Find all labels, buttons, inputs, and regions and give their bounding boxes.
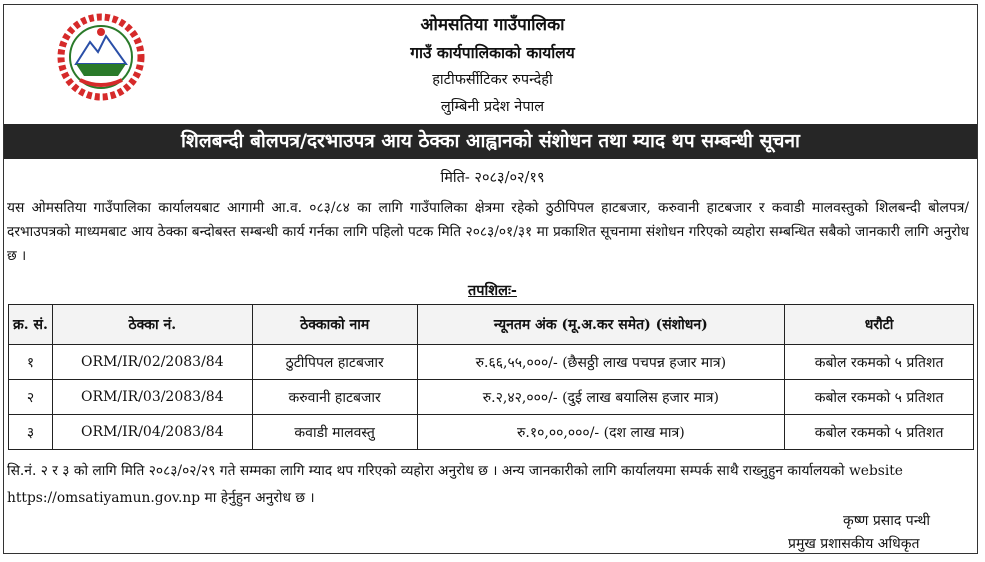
details-heading-text: तपशिलः- [468, 282, 517, 299]
address-line-2: लुम्बिनी प्रदेश नेपाल [440, 99, 545, 115]
cell-contract-name: ठुटीपिपल हाटबजार [252, 345, 417, 380]
footer-note: सि.नं. २ र ३ को लागि मिति २०८३/०२/२९ गते सम्मका लागि म्याद थप गरिएको व्यहोरा अनुरोध छ । अन्य जानकारीको लागि कार्यालयमा सम्पर्क साथै राख्नुहुन कार्यालयको website https://omsatiyamun.gov.np मा हेर्नुहुन अनुरोध छ । [7, 463, 903, 506]
table-row [9, 415, 974, 450]
cell-minimum-amount: रु.२,४२,०००/- (दुई लाख बयालिस हजार मात्र) [417, 380, 785, 415]
cell-serial: २ [9, 380, 53, 415]
cell-contract-no: ORM/IR/04/2083/84 [52, 415, 252, 450]
cell-contract-name: करुवानी हाटबजार [252, 380, 417, 415]
signatory-title: प्रमुख प्रशासकीय अधिकृत [788, 536, 920, 552]
cell-minimum-amount: रु.६६,५५,०००/- (छैसठ्ठी लाख पचपन्न हजार मात्र) [417, 345, 785, 380]
details-heading [0, 280, 985, 300]
cell-deposit: कबोल रकमको ५ प्रतिशत [785, 380, 974, 415]
signatory-name: कृष्ण प्रसाद पन्थी [843, 513, 931, 529]
cell-deposit: कबोल रकमको ५ प्रतिशत [785, 345, 974, 380]
header-contract-name: ठेक्काको नाम [252, 305, 417, 345]
cell-deposit: कबोल रकमको ५ प्रतिशत [785, 415, 974, 450]
cell-minimum-amount: रु.१०,००,०००/- (दश लाख मात्र) [417, 415, 785, 450]
notice-title: शिलबन्दी बोलपत्र/दरभाउपत्र आय ठेक्का आह्वानको संशोधन तथा म्याद थप सम्बन्धी सूचना [4, 124, 977, 159]
cell-contract-name: कवाडी मालवस्तु [252, 415, 417, 450]
header-serial: क्र. सं. [9, 305, 53, 345]
cell-serial: १ [9, 345, 53, 380]
contract-table [8, 304, 974, 450]
header-contract-no: ठेक्का नं. [52, 305, 252, 345]
notice-body: यस ओमसतिया गाउँपालिका कार्यालयबाट आगामी आ.व. ०८३/८४ का लागि गाउँपालिका क्षेत्रमा रहेको ठुठीपिपल हाटबजार, करुवानी हाटबजार र कवाडी मालवस्तुको शिलबन्दी बोलपत्र/दरभाउपत्रको माध्यमबाट आय ठेक्का बन्दोबस्त सम्बन्धी कार्य गर्नका लागि पहिलो पटक मिति २०८३/०१/३१ मा प्रकाशित सूचनामा संशोधन गरिएको व्यहोरा सम्बन्धित सबैको जानकारी लागि अनुरोध छ । [7, 200, 969, 264]
notice-date: मिति- २०८३/०२/१९ [440, 170, 545, 186]
cell-contract-no: ORM/IR/03/2083/84 [52, 380, 252, 415]
office-subtitle: गाउँ कार्यपालिकाको कार्यालय [410, 43, 575, 62]
table-row [9, 345, 974, 380]
office-name: ओमसतिया गाउँपालिका [420, 15, 565, 35]
table-row [9, 380, 974, 415]
table-header-row [9, 305, 974, 345]
address-line-1: हाटीफर्सीटिकर रुपन्देही [432, 72, 553, 88]
cell-serial: ३ [9, 415, 53, 450]
header-minimum-amount: न्यूनतम अंक (मू.अ.कर समेत) (संशोधन) [417, 305, 785, 345]
cell-contract-no: ORM/IR/02/2083/84 [52, 345, 252, 380]
header-deposit: धरौटी [785, 305, 974, 345]
